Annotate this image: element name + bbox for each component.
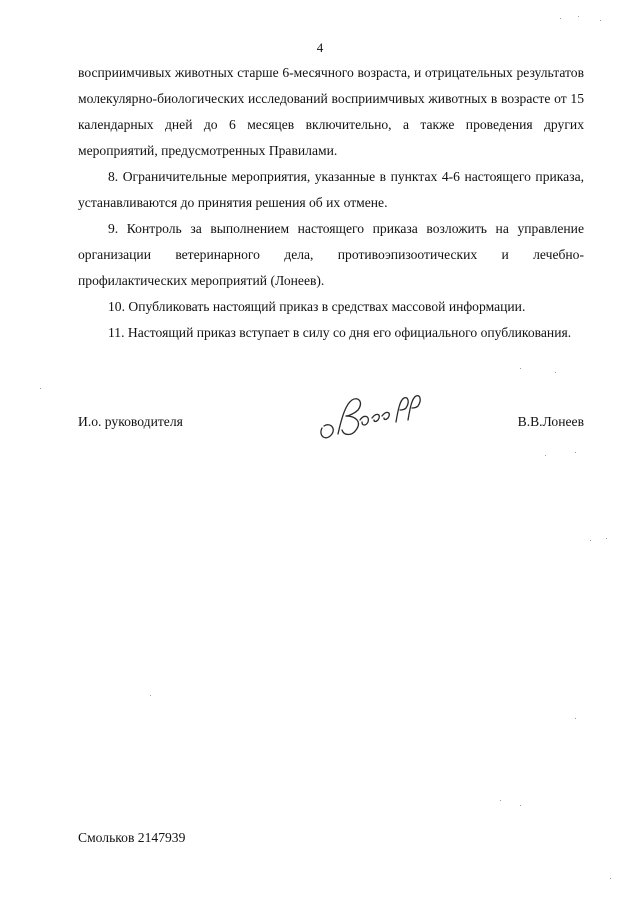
handwritten-signature (316, 386, 426, 446)
paragraph-11 (78, 320, 584, 346)
scan-speck (575, 718, 576, 719)
scan-speck (545, 455, 546, 456)
scan-speck (590, 540, 591, 541)
signatory-role: И.о. руководителя (78, 414, 183, 429)
paragraph-10 (78, 294, 584, 320)
scan-speck (578, 16, 579, 17)
signatory-name: В.В.Лонеев (517, 414, 584, 429)
paragraph-text: 9. Контроль за выполнением настоящего приказа возложить на управление организации ветеринарного дела, противоэпизоотических и лечебно-профилактических мероприятий (Лонеев). (78, 221, 584, 288)
scan-speck (500, 800, 501, 801)
paragraph-text: восприимчивых животных старше 6-месячного возраста, и отрицательных результатов молекулярно-биологических исследований восприимчивых животных в возрасте от 15 календарных дней до 6 месяцев включительно, а также проведения других мероприятий, предусмотренных Правилами. (78, 65, 584, 158)
scan-speck (520, 368, 521, 369)
scan-speck (150, 695, 151, 696)
page-number: 4 (316, 40, 324, 55)
scan-speck (600, 20, 601, 21)
scan-speck (575, 452, 576, 453)
scan-speck (40, 388, 41, 389)
scan-speck (520, 805, 521, 806)
paragraph-8 (78, 164, 584, 216)
scan-speck (610, 878, 611, 879)
paragraph-9 (78, 216, 584, 294)
scan-speck (606, 538, 607, 539)
footer-author: Смольков 2147939 (78, 830, 186, 845)
paragraph-text: 11. Настоящий приказ вступает в силу со дня его официального опубликования. (108, 325, 572, 340)
paragraph-continuation (78, 60, 584, 164)
signature-block (78, 410, 584, 440)
scan-speck (560, 18, 561, 19)
paragraph-text: 8. Ограничительные мероприятия, указанные в пунктах 4-6 настоящего приказа, устанавливаются до принятия решения об их отмене. (78, 169, 584, 210)
scan-speck (555, 372, 556, 373)
paragraph-text: 10. Опубликовать настоящий приказ в средствах массовой информации. (108, 299, 526, 314)
